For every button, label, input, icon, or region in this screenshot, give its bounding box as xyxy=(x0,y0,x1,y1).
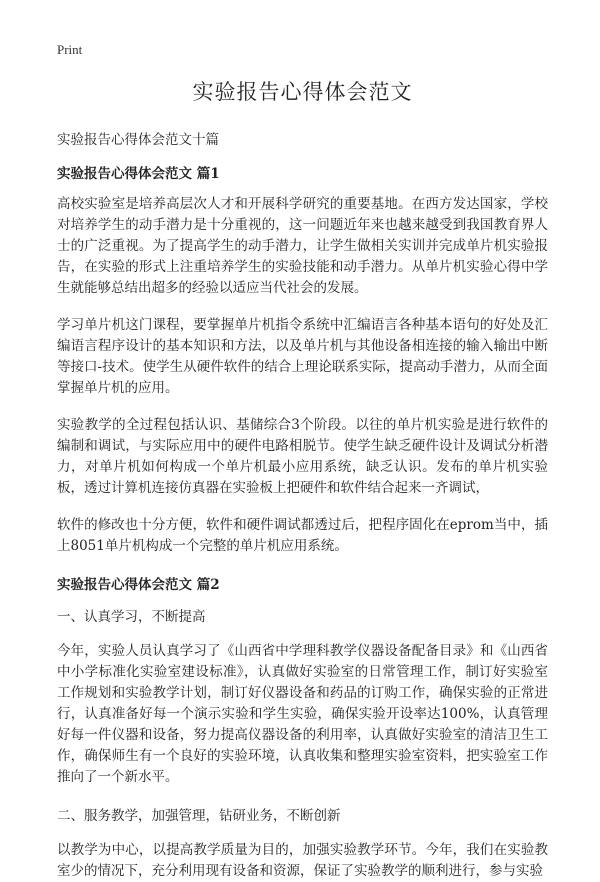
section-2-subheading-2: 二、服务教学，加强管理，钻研业务，不断创新 xyxy=(57,808,341,824)
print-link[interactable]: Print xyxy=(57,42,83,57)
section-2-paragraph-1: 今年，实验人员认真学习了《山西省中学理科教学仪器设备配备目录》和《山西省中小学标准化实验室建设标准》，认真做好实验室的日常管理工作，制订好实验室工作规划和实验教学计划，制订好仪器设备和药品的订购工作，确保实验的正常进行，认真准备好每一个演示实验和学生实验，确保实验开设率达100%，认真管理好每一件仪器和设备，努力提高仪器设备的利用率，认真做好实验室的清洁卫生工作，确保师生有一个良好的实验环境，认真收集和整理实验室资料，把实验室工作推向了一个新水平。 xyxy=(57,643,548,785)
section-2 xyxy=(57,573,548,882)
section-1 xyxy=(57,162,548,557)
section-1-paragraph-4: 软件的修改也十分方便，软件和硬件调试都透过后，把程序固化在eprom当中，插上8051单片机构成一个完整的单片机应用系统。 xyxy=(57,517,548,554)
section-heading-2: 实验报告心得体会范文 篇2 xyxy=(57,577,220,593)
section-2-paragraph-2: 以教学为中心，以提高教学质量为目的，加强实验教学环节。今年，我们在实验教室少的情况下，充分利用现有设备和资源，保证了实验教学的顺利进行，参与实验 xyxy=(57,842,548,879)
section-1-paragraph-1: 高校实验室是培养高层次人才和开展科学研究的重要基地。在西方发达国家，学校对培养学生的动手潜力是十分重视的，这一问题近年来也越来越受到我国教育界人士的广泛重视。为了提高学生的动手潜力，让学生做相关实训并完成单片机实验报告，在实验的形式上注重培养学生的实验技能和动手潜力。从单片机实验心得中学生就能够总结出超多的经验以适应当代社会的发展。 xyxy=(57,196,548,296)
section-1-paragraph-2: 学习单片机这门课程，要掌握单片机指令系统中汇编语言各种基本语句的好处及汇编语言程序设计的基本知识和方法，以及单片机与其他设备相连接的输入输出中断等接口-技术。使学生从硬件软件的结合上理论联系实际，提高动手潜力，从而全面掌握单片机的应用。 xyxy=(57,317,548,396)
page-title: 实验报告心得体会范文 xyxy=(192,80,413,104)
section-1-paragraph-3: 实验教学的全过程包括认识、基储综合3个阶段。以往的单片机实验是进行软件的编制和调试，与实际应用中的硬件电路相脱节。使学生缺乏硬件设计及调试分析潜力，对单片机如何构成一个单片机最小应用系统，缺乏认识。发布的单片机实验板，透过计算机连接仿真器在实验板上把硬件和软件结合起来一齐调试， xyxy=(57,417,548,496)
section-2-subheading-1: 一、认真学习，不断提高 xyxy=(57,609,206,625)
section-heading-1: 实验报告心得体会范文 篇1 xyxy=(57,166,220,182)
document-subtitle: 实验报告心得体会范文十篇 xyxy=(57,132,219,148)
